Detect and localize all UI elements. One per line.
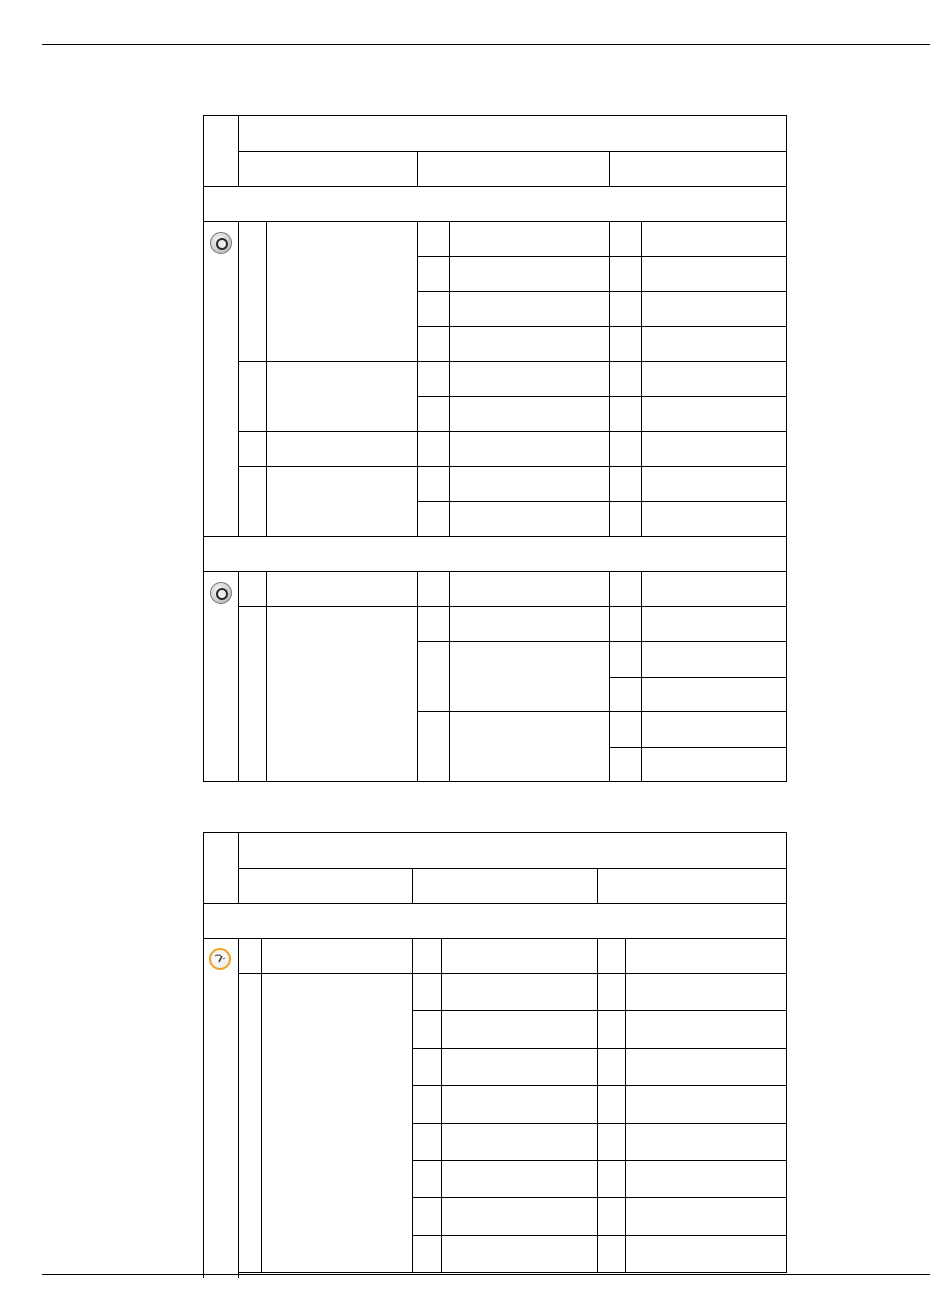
table-cell bbox=[609, 291, 642, 327]
table-cell bbox=[449, 291, 610, 327]
table-cell bbox=[597, 1085, 626, 1124]
table-1-header-col-2 bbox=[417, 151, 610, 187]
footer-rule bbox=[42, 1274, 930, 1275]
table-cell bbox=[449, 431, 610, 467]
table-cell bbox=[449, 221, 610, 257]
table-1-section-1-icon-cell bbox=[203, 221, 239, 537]
table-cell bbox=[625, 1160, 787, 1198]
table-row bbox=[238, 606, 267, 782]
table-cell bbox=[597, 1160, 626, 1198]
table-cell bbox=[441, 973, 598, 1011]
table-2-section-icon-cell bbox=[203, 938, 239, 1278]
table-row bbox=[238, 431, 267, 467]
table-cell bbox=[597, 1235, 626, 1273]
table-cell bbox=[412, 1123, 442, 1161]
table-cell bbox=[449, 571, 610, 607]
table-cell bbox=[449, 641, 610, 712]
table-row bbox=[266, 606, 418, 782]
table-cell bbox=[441, 1048, 598, 1086]
table-cell bbox=[412, 973, 442, 1011]
table-cell bbox=[641, 361, 787, 397]
table-row bbox=[238, 973, 262, 1273]
table-row bbox=[238, 361, 267, 432]
table-cell bbox=[641, 641, 787, 678]
table-row bbox=[266, 221, 418, 362]
table-cell bbox=[609, 641, 642, 678]
table-cell bbox=[641, 221, 787, 257]
table-cell bbox=[417, 396, 450, 432]
table-cell bbox=[609, 466, 642, 502]
table-cell bbox=[417, 291, 450, 327]
table-1-header-col-1 bbox=[238, 151, 418, 187]
table-cell bbox=[609, 326, 642, 362]
table-cell bbox=[609, 747, 642, 782]
table-cell bbox=[417, 641, 450, 712]
table-cell bbox=[449, 326, 610, 362]
table-cell bbox=[641, 431, 787, 467]
table-cell bbox=[609, 221, 642, 257]
table-cell bbox=[625, 938, 787, 974]
table-cell bbox=[625, 1197, 787, 1236]
table-cell bbox=[441, 1085, 598, 1124]
table-cell bbox=[449, 501, 610, 537]
table-row bbox=[266, 466, 418, 537]
table-cell bbox=[597, 1048, 626, 1086]
table-cell bbox=[412, 1160, 442, 1198]
table-cell bbox=[609, 677, 642, 712]
table-cell bbox=[417, 326, 450, 362]
table-row bbox=[238, 571, 267, 607]
table-cell bbox=[641, 501, 787, 537]
table-cell bbox=[412, 1085, 442, 1124]
table-cell bbox=[641, 326, 787, 362]
table-cell bbox=[449, 396, 610, 432]
table-cell bbox=[625, 1048, 787, 1086]
table-cell bbox=[641, 711, 787, 748]
header-rule bbox=[42, 44, 930, 45]
table-cell bbox=[641, 291, 787, 327]
table-cell bbox=[441, 1160, 598, 1198]
table-cell bbox=[641, 466, 787, 502]
table-2-corner-cell bbox=[203, 832, 239, 904]
table-2-header-col-3 bbox=[597, 868, 787, 904]
table-cell bbox=[597, 1010, 626, 1049]
table-cell bbox=[417, 606, 450, 642]
table-cell bbox=[449, 256, 610, 292]
table-cell bbox=[625, 1010, 787, 1049]
table-cell bbox=[417, 501, 450, 537]
table-cell bbox=[417, 711, 450, 782]
table-cell bbox=[449, 606, 610, 642]
table-cell bbox=[412, 1048, 442, 1086]
table-cell bbox=[412, 938, 442, 974]
table-cell bbox=[597, 938, 626, 974]
table-1-section-1-row bbox=[203, 186, 787, 222]
table-cell bbox=[417, 571, 450, 607]
table-cell bbox=[625, 1085, 787, 1124]
table-cell bbox=[449, 711, 610, 782]
table-cell bbox=[609, 571, 642, 607]
table-2-header-title bbox=[238, 832, 787, 869]
table-1-header-col-3 bbox=[609, 151, 787, 187]
table-cell bbox=[625, 1235, 787, 1273]
table-cell bbox=[441, 1010, 598, 1049]
table-cell bbox=[641, 606, 787, 642]
table-cell bbox=[609, 256, 642, 292]
table-cell bbox=[441, 1235, 598, 1273]
table-cell bbox=[609, 606, 642, 642]
table-row bbox=[238, 466, 267, 537]
table-1-section-2-row bbox=[203, 536, 787, 572]
table-cell bbox=[625, 973, 787, 1011]
table-row bbox=[266, 431, 418, 467]
table-cell bbox=[641, 256, 787, 292]
table-cell bbox=[417, 256, 450, 292]
table-cell bbox=[441, 1197, 598, 1236]
table-cell bbox=[609, 396, 642, 432]
rotary-knob-icon bbox=[210, 582, 232, 604]
table-cell bbox=[417, 431, 450, 467]
table-cell bbox=[597, 1123, 626, 1161]
table-1-header-title bbox=[238, 115, 787, 152]
table-cell bbox=[417, 466, 450, 502]
table-row bbox=[261, 938, 413, 974]
table-cell bbox=[641, 747, 787, 782]
table-cell bbox=[641, 571, 787, 607]
rotary-knob-icon bbox=[210, 232, 232, 254]
table-2-section-row bbox=[203, 903, 787, 939]
table-2-header-col-1 bbox=[238, 868, 413, 904]
table-cell bbox=[597, 1197, 626, 1236]
table-row bbox=[266, 571, 418, 607]
table-cell bbox=[417, 361, 450, 397]
table-2-header-col-2 bbox=[412, 868, 598, 904]
gauge-needle-icon bbox=[211, 950, 229, 968]
table-cell bbox=[412, 1235, 442, 1273]
table-row bbox=[266, 361, 418, 432]
table-cell bbox=[641, 677, 787, 712]
table-cell bbox=[449, 361, 610, 397]
table-cell bbox=[441, 938, 598, 974]
table-row bbox=[261, 973, 413, 1273]
table-row bbox=[238, 938, 262, 974]
gauge-dial-icon bbox=[209, 948, 231, 970]
table-cell bbox=[441, 1123, 598, 1161]
table-cell bbox=[417, 221, 450, 257]
table-cell bbox=[609, 501, 642, 537]
table-row bbox=[238, 221, 267, 362]
table-cell bbox=[597, 973, 626, 1011]
table-cell bbox=[625, 1123, 787, 1161]
table-cell bbox=[449, 466, 610, 502]
table-cell bbox=[412, 1197, 442, 1236]
table-cell bbox=[641, 396, 787, 432]
table-1-corner-cell bbox=[203, 115, 239, 187]
table-cell bbox=[412, 1010, 442, 1049]
table-cell bbox=[609, 361, 642, 397]
table-cell bbox=[609, 711, 642, 748]
table-cell bbox=[609, 431, 642, 467]
